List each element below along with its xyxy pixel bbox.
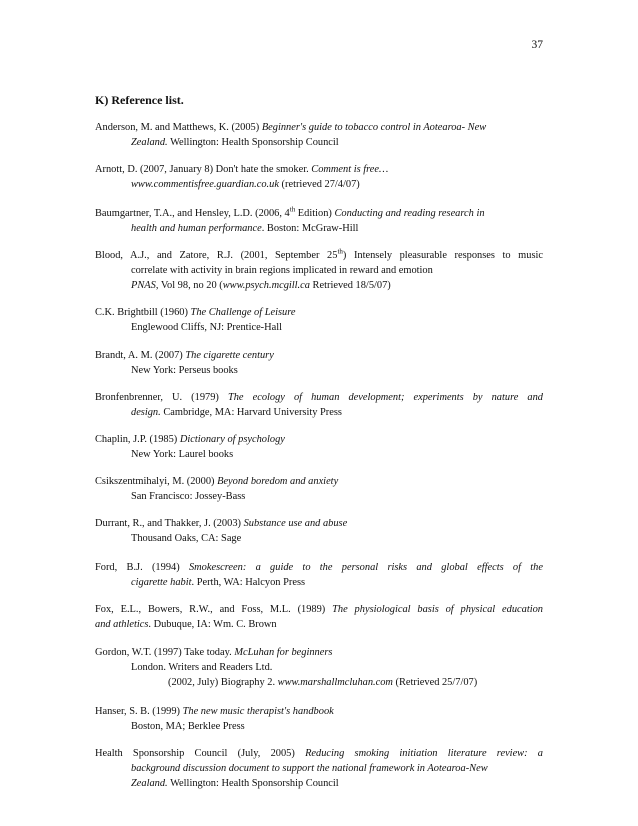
italic-text: The ecology of human development; experiments by nature and [227,392,543,403]
reference-text: C.K. Brightbill (1960) [95,307,191,318]
reference-line [95,489,543,504]
italic-text: Zealand. [131,137,168,148]
italic-text: Zealand. [131,778,168,789]
reference-entry [95,560,543,590]
reference-entry [95,602,543,632]
reference-line [95,162,543,177]
reference-text: Cambridge, MA: Harvard University Press [160,407,342,418]
reference-entry [95,162,543,192]
reference-line [95,474,543,489]
reference-line [95,177,543,192]
italic-text: design. [131,407,161,418]
reference-text: London. Writers and Readers Ltd. [131,662,273,673]
italic-text: Substance use and abuse [243,518,348,529]
reference-text: Fox, E.L., Bowers, R.W., and Foss, M.L. (1989) [95,604,333,615]
reference-line [95,575,543,590]
reference-text: Csikszentmihalyi, M. (2000) [95,476,218,487]
reference-line [95,405,543,420]
reference-line [95,719,543,734]
reference-line [95,120,543,135]
superscript-text: th [337,247,343,256]
reference-text: Edition) [295,208,335,219]
reference-line [95,746,543,761]
italic-text: Beyond boredom and anxiety [217,476,339,487]
reference-text: Wellington: Health Sponsorship Council [167,778,339,789]
reference-line [95,602,543,617]
reference-entry [95,348,543,378]
reference-entry [95,474,543,504]
italic-text: The cigarette century [185,350,274,361]
reference-line [95,278,543,293]
italic-text: www.commentisfree.guardian.co.uk [131,179,279,190]
reference-text: Thousand Oaks, CA: Sage [131,533,242,544]
reference-line [95,305,543,320]
reference-text: (2002, July) Biography 2. [168,677,278,688]
italic-text: Comment is free… [311,164,389,175]
reference-text: San Francisco: Jossey-Bass [131,491,246,502]
italic-text: PNAS [131,280,156,291]
italic-text: www.psych.mcgill.ca [222,280,310,291]
reference-text: Wellington: Health Sponsorship Council [167,137,339,148]
reference-text: Baumgartner, T.A., and Hensley, L.D. (2006, 4 [95,208,290,219]
reference-entry [95,516,543,546]
reference-text: Hanser, S. B. (1999) [95,706,183,717]
reference-entry [95,432,543,462]
reference-text: (retrieved 27/4/07) [278,179,360,190]
italic-text: Conducting and reading research in [334,208,485,219]
reference-text: , Vol 98, no 20 ( [155,280,223,291]
reference-text: Bronfenbrenner, U. (1979) [95,392,228,403]
page-number: 37 [531,39,543,51]
reference-entry [95,248,543,293]
reference-text: Blood, A.J., and Zatore, R.J. (2001, September 25 [95,250,338,261]
reference-entry [95,206,543,236]
reference-entry [95,390,543,420]
italic-text: and athletics [95,619,149,630]
italic-text: Smokescreen: a guide to the personal risks and global effects of the [188,562,543,573]
reference-list-heading: K) Reference list. [95,93,184,107]
reference-text: Gordon, W.T. (1997) Take today. [95,647,235,658]
reference-line [95,560,543,575]
italic-text: health and human performance [131,223,262,234]
reference-line [95,390,543,405]
italic-text: Dictionary of psychology [179,434,285,445]
italic-text: Beginner's guide to tobacco control in Aotearoa- New [261,122,487,133]
reference-text: . Dubuque, IA: Wm. C. Brown [148,619,277,630]
reference-text: correlate with activity in brain regions implicated in reward and emotion [131,265,433,276]
reference-line [95,363,543,378]
reference-line [95,617,543,632]
italic-text: The new music therapist's handbook [182,706,334,717]
superscript-text: th [289,205,296,214]
reference-text: (Retrieved 25/7/07) [392,677,478,688]
reference-line [95,248,543,263]
reference-line [95,432,543,447]
reference-line [95,135,543,150]
reference-entry [95,120,543,150]
reference-text: Ford, B.J. (1994) [95,562,189,573]
reference-line [95,660,543,675]
reference-line [95,776,543,791]
reference-line [95,221,543,236]
italic-text: McLuhan for beginners [234,647,333,658]
reference-entry [95,704,543,734]
italic-text: www.marshallmcluhan.com [277,677,393,688]
reference-text: Arnott, D. (2007, January 8) Don't hate the smoker. [95,164,312,175]
italic-text: background discussion document to support the national framework in Aotearoa-New [131,763,488,774]
reference-text: New York: Laurel books [131,449,234,460]
italic-text: The Challenge of Leisure [190,307,296,318]
reference-text: ) Intensely pleasurable responses to music [342,250,543,261]
reference-line [95,348,543,363]
italic-text: The physiological basis of physical education [332,604,543,615]
reference-text: Boston, MA; Berklee Press [131,721,245,732]
reference-text: New York: Perseus books [131,365,238,376]
reference-text: Englewood Cliffs, NJ: Prentice-Hall [131,322,283,333]
reference-text: . Perth, WA: Halcyon Press [191,577,306,588]
reference-text: Brandt, A. M. (2007) [95,350,186,361]
reference-text: Health Sponsorship Council (July, 2005) [95,748,306,759]
reference-line [95,675,543,690]
reference-text: Anderson, M. and Matthews, K. (2005) [95,122,262,133]
reference-line [95,447,543,462]
reference-line [95,516,543,531]
reference-list [95,120,543,805]
reference-line [95,761,543,776]
italic-text: Reducing smoking initiation literature review: a [305,748,543,759]
reference-line [95,645,543,660]
reference-line [95,263,543,278]
reference-text: Retrieved 18/5/07) [309,280,391,291]
reference-entry [95,305,543,335]
reference-line [95,531,543,546]
reference-line [95,206,543,221]
reference-entry [95,746,543,791]
reference-line [95,704,543,719]
reference-line [95,320,543,335]
reference-text: Chaplin, J.P. (1985) [95,434,180,445]
reference-entry [95,645,543,690]
reference-text: . Boston: McGraw-Hill [261,223,359,234]
italic-text: cigarette habit [131,577,192,588]
reference-text: Durrant, R., and Thakker, J. (2003) [95,518,244,529]
